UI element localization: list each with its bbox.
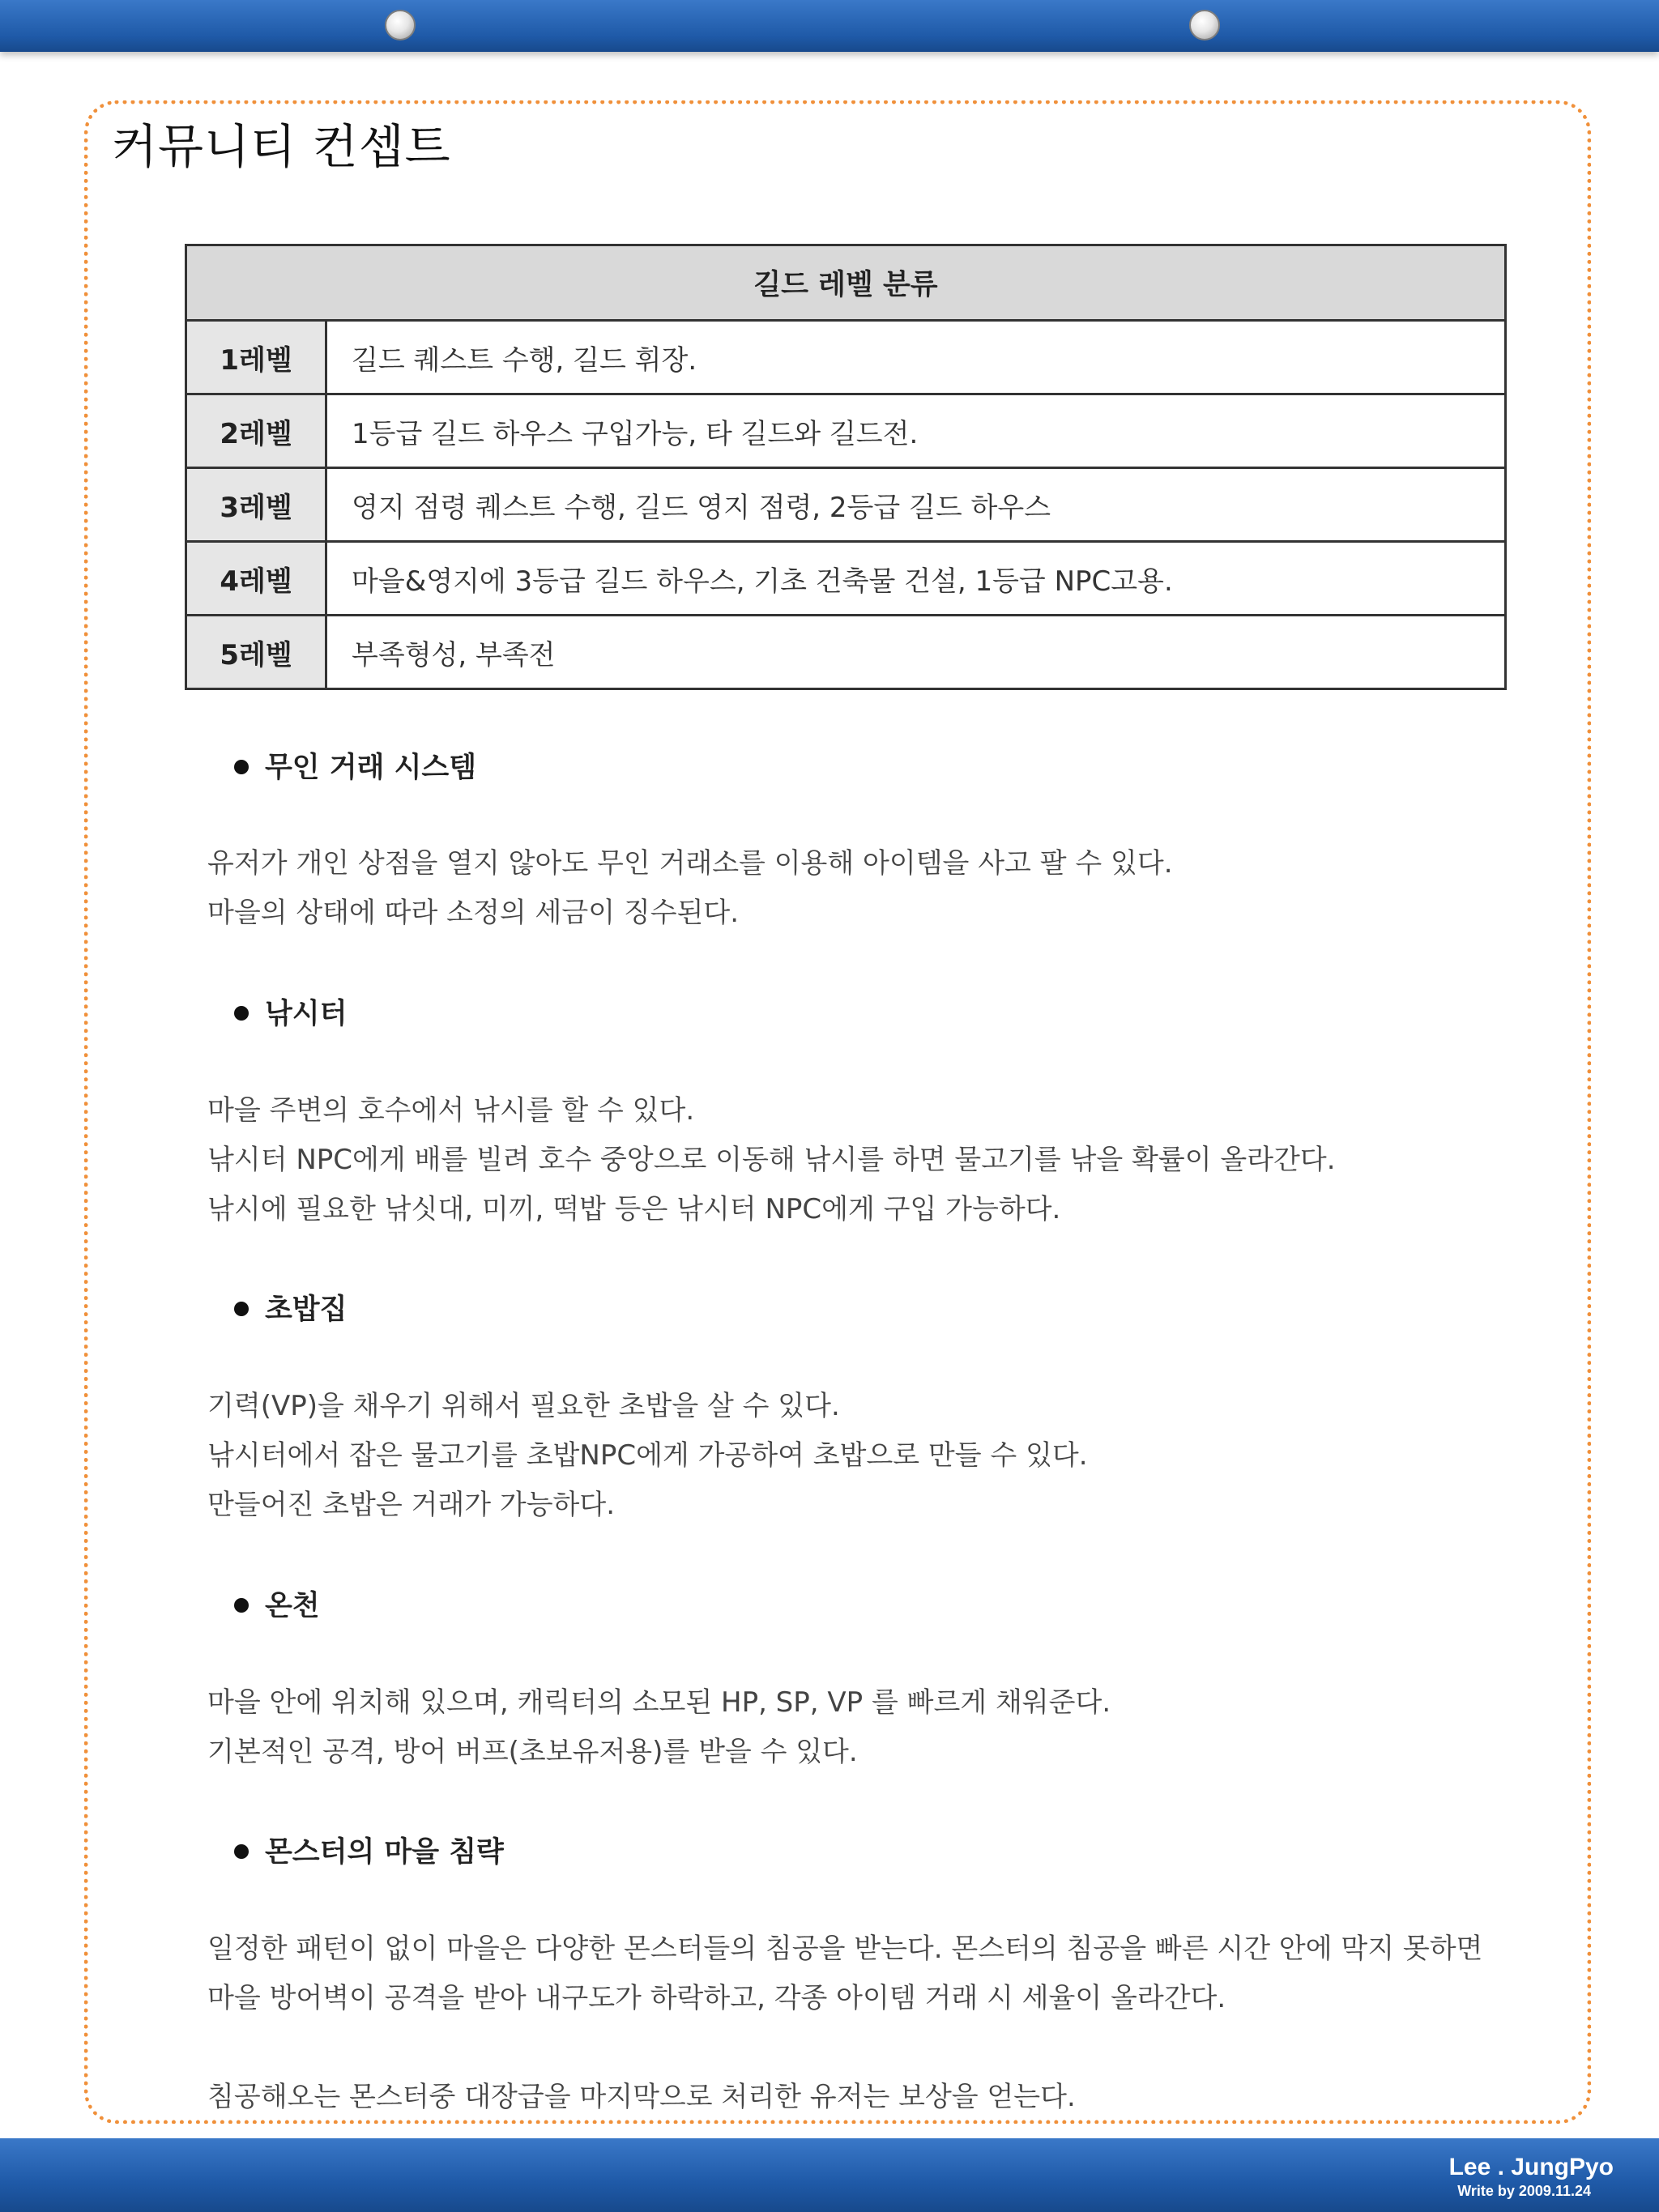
section-line: 낚시터에서 잡은 물고기를 초밥NPC에게 가공하여 초밥으로 만들 수 있다. [207,1439,1088,1472]
binder-ring-right-icon [1189,10,1220,40]
section-line: 침공해오는 몬스터중 대장급을 마지막으로 처리한 유저는 보상을 얻는다. [207,2081,1076,2113]
level-cell: 1레벨 [186,321,326,394]
section-line: 마을 주변의 호수에서 낚시를 할 수 있다. [207,1094,695,1127]
section-line: 일정한 패턴이 없이 마을은 다양한 몬스터들의 침공을 받는다. 몬스터의 침공을 빠른 시간 안에 막지 못하면 마을 방어벽이 공격을 받아 내구도가 하락하고, 각종 아이템 거래 시 세율이 올라간다. [207,1933,1483,2014]
author-name: Lee . JungPyo [1448,2154,1614,2180]
section-heading [265,996,347,1032]
level-description: 부족형성, 부족전 [326,616,1506,689]
section-heading [265,750,476,786]
page-title: 커뮤니티 컨셉트 [112,119,451,174]
bullet-icon [234,760,249,774]
section-line: 기력(VP)을 채우기 위해서 필요한 초밥을 살 수 있다. [207,1390,840,1422]
table-row [186,542,1506,616]
level-description: 길드 퀘스트 수행, 길드 휘장. [326,321,1506,394]
section-title: 무인 거래 시스템 [265,752,477,784]
section-line: 기본적인 공격, 방어 버프(초보유저용)를 받을 수 있다. [207,1736,858,1768]
bullet-icon [234,1006,249,1021]
section-heading [265,1588,320,1624]
table-header-row [186,245,1506,321]
level-cell: 4레벨 [186,542,326,616]
level-description: 1등급 길드 하우스 구입가능, 타 길드와 길드전. [326,394,1506,468]
section-title: 몬스터의 마을 침략 [265,1836,504,1869]
section-line: 유저가 개인 상점을 열지 않아도 무인 거래소를 이용해 아이템을 사고 팔 수 있다. [207,847,1173,880]
table-row [186,394,1506,468]
table-row [186,468,1506,542]
section-heading [265,1835,504,1870]
section-line: 낚시터 NPC에게 배를 빌려 호수 중앙으로 이동해 낚시를 하면 물고기를 낚을 확률이 올라간다. [207,1144,1336,1176]
table-row [186,321,1506,394]
section-line: 마을의 상태에 따라 소정의 세금이 징수된다. [207,897,740,929]
guild-level-table [185,244,1507,690]
table-header: 길드 레벨 분류 [186,245,1506,321]
level-description: 영지 점령 퀘스트 수행, 길드 영지 점령, 2등급 길드 하우스 [326,468,1506,542]
section-line: 마을 안에 위치해 있으며, 캐릭터의 소모된 HP, SP, VP 를 빠르게 채워준다. [207,1686,1111,1719]
section-line: 낚시에 필요한 낚싯대, 미끼, 떡밥 등은 낚시터 NPC에게 구입 가능하다. [207,1193,1061,1225]
level-description: 마을&영지에 3등급 길드 하우스, 기초 건축물 건설, 1등급 NPC고용. [326,542,1506,616]
level-cell: 3레벨 [186,468,326,542]
bottom-footer-bar [0,2138,1659,2212]
top-header-bar [0,0,1659,52]
section-heading [265,1292,347,1328]
section-line: 만들어진 초밥은 거래가 가능하다. [207,1489,616,1521]
section-title: 낚시터 [265,998,348,1030]
bullet-icon [234,1844,249,1859]
write-date: Write by 2009.11.24 [1457,2183,1591,2199]
section-title: 온천 [265,1590,320,1622]
binder-ring-left-icon [385,10,416,40]
level-cell: 5레벨 [186,616,326,689]
bullet-icon [234,1302,249,1316]
level-cell: 2레벨 [186,394,326,468]
bullet-icon [234,1598,249,1613]
section-title: 초밥집 [265,1294,348,1326]
table-row [186,616,1506,689]
